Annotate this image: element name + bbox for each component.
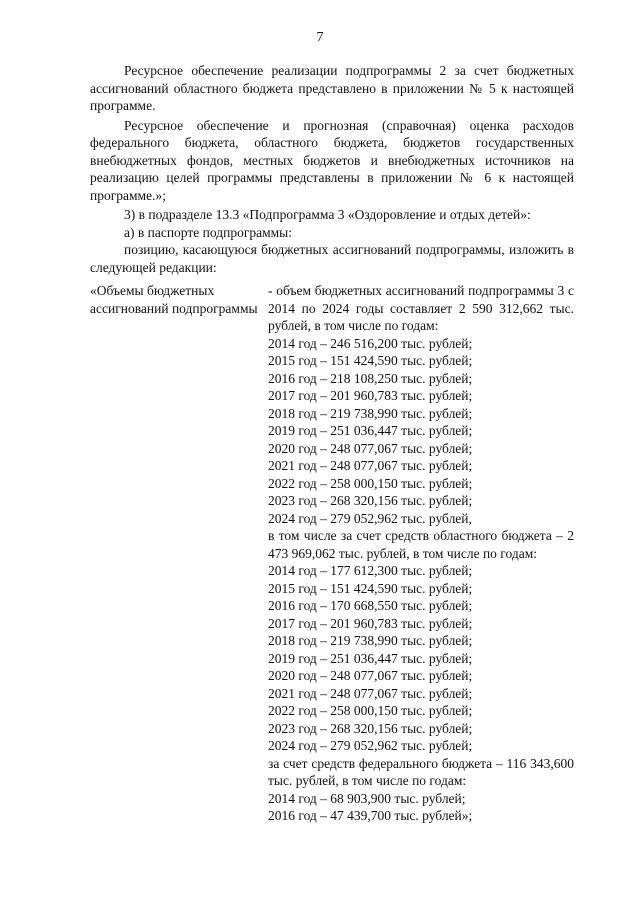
regional-years-list xyxy=(268,562,574,755)
list-item: 2021 год – 248 077,067 тыс. рублей; xyxy=(268,685,473,701)
list-item: 2023 год – 268 320,156 тыс. рублей; xyxy=(268,720,473,736)
list-item: 2022 год – 258 000,150 тыс. рублей; xyxy=(268,475,473,491)
paragraph-passport: а) в паспорте подпрограммы: xyxy=(124,224,292,240)
federal-years-list xyxy=(268,790,574,825)
list-item: 2014 год – 68 903,900 тыс. рублей; xyxy=(268,790,466,806)
table-value-cell xyxy=(268,282,574,825)
list-item: 2022 год – 258 000,150 тыс. рублей; xyxy=(268,703,473,718)
list-item: 2015 год – 151 424,590 тыс. рублей; xyxy=(268,353,473,368)
table-left-label: «Объемы бюджетных ассигнований подпрограммы xyxy=(90,283,258,316)
paragraph-subsection-13-3: 3) в подразделе 13.3 «Подпрограмма 3 «Оздоровление и отдых детей»: xyxy=(124,207,531,222)
list-item: 2014 год – 177 612,300 тыс. рублей; xyxy=(268,563,473,578)
total-years-list xyxy=(268,335,574,528)
table-label-cell xyxy=(90,282,268,825)
total-allocation-intro: - объем бюджетных ассигнований подпрограммы 3 с 2014 по 2024 годы составляет 2 590 312,662 тыс. рублей, в том числе по годам: xyxy=(268,283,574,333)
list-item: 2016 год – 218 108,250 тыс. рублей; xyxy=(268,370,473,386)
list-item: 2019 год – 251 036,447 тыс. рублей; xyxy=(268,650,473,666)
list-item: 2020 год – 248 077,067 тыс. рублей; xyxy=(268,668,473,683)
list-item: 2024 год – 279 052,962 тыс. рублей; xyxy=(268,738,473,753)
page-content xyxy=(90,62,574,825)
list-item: 2016 год – 170 668,550 тыс. рублей; xyxy=(268,598,473,613)
list-item: 2020 год – 248 077,067 тыс. рублей; xyxy=(268,440,473,456)
paragraph-position-statement: позицию, касающуюся бюджетных ассигнований подпрограммы, изложить в следующей редакции: xyxy=(90,242,574,275)
paragraph-forecast-estimate: Ресурсное обеспечение и прогнозная (справочная) оценка расходов федерального бюджета, областного бюджета, бюджетов государственных внебюджетных фондов, местных бюджетов и внебюджетных источников на реализацию целей программы представлены в приложении № 6 к настоящей программе.»; xyxy=(90,117,574,203)
list-item: 2024 год – 279 052,962 тыс. рублей, xyxy=(268,510,472,526)
list-item: 2017 год – 201 960,783 тыс. рублей; xyxy=(268,388,473,403)
paragraph-resource-support: Ресурсное обеспечение реализации подпрограммы 2 за счет бюджетных ассигнований областного бюджета представлено в приложении № 5 к настоящей программе. xyxy=(90,63,574,113)
list-item: 2018 год – 219 738,990 тыс. рублей; xyxy=(268,633,473,648)
list-item: 2014 год – 246 516,200 тыс. рублей; xyxy=(268,335,473,351)
list-item: 2018 год – 219 738,990 тыс. рублей; xyxy=(268,405,473,421)
list-item: 2015 год – 151 424,590 тыс. рублей; xyxy=(268,580,473,596)
list-item: 2023 год – 268 320,156 тыс. рублей; xyxy=(268,493,473,508)
regional-budget-intro: в том числе за счет средств областного бюджета – 2 473 969,062 тыс. рублей, в том числе по годам: xyxy=(268,528,574,561)
page-number: 7 xyxy=(316,30,324,45)
federal-budget-intro: за счет средств федерального бюджета – 116 343,600 тыс. рублей, в том числе по годам: xyxy=(268,755,574,788)
list-item: 2019 год – 251 036,447 тыс. рублей; xyxy=(268,423,473,438)
budget-allocations-table xyxy=(90,282,574,825)
list-item: 2017 год – 201 960,783 тыс. рублей; xyxy=(268,615,473,631)
list-item: 2016 год – 47 439,700 тыс. рублей»; xyxy=(268,808,473,823)
list-item: 2021 год – 248 077,067 тыс. рублей; xyxy=(268,458,473,473)
